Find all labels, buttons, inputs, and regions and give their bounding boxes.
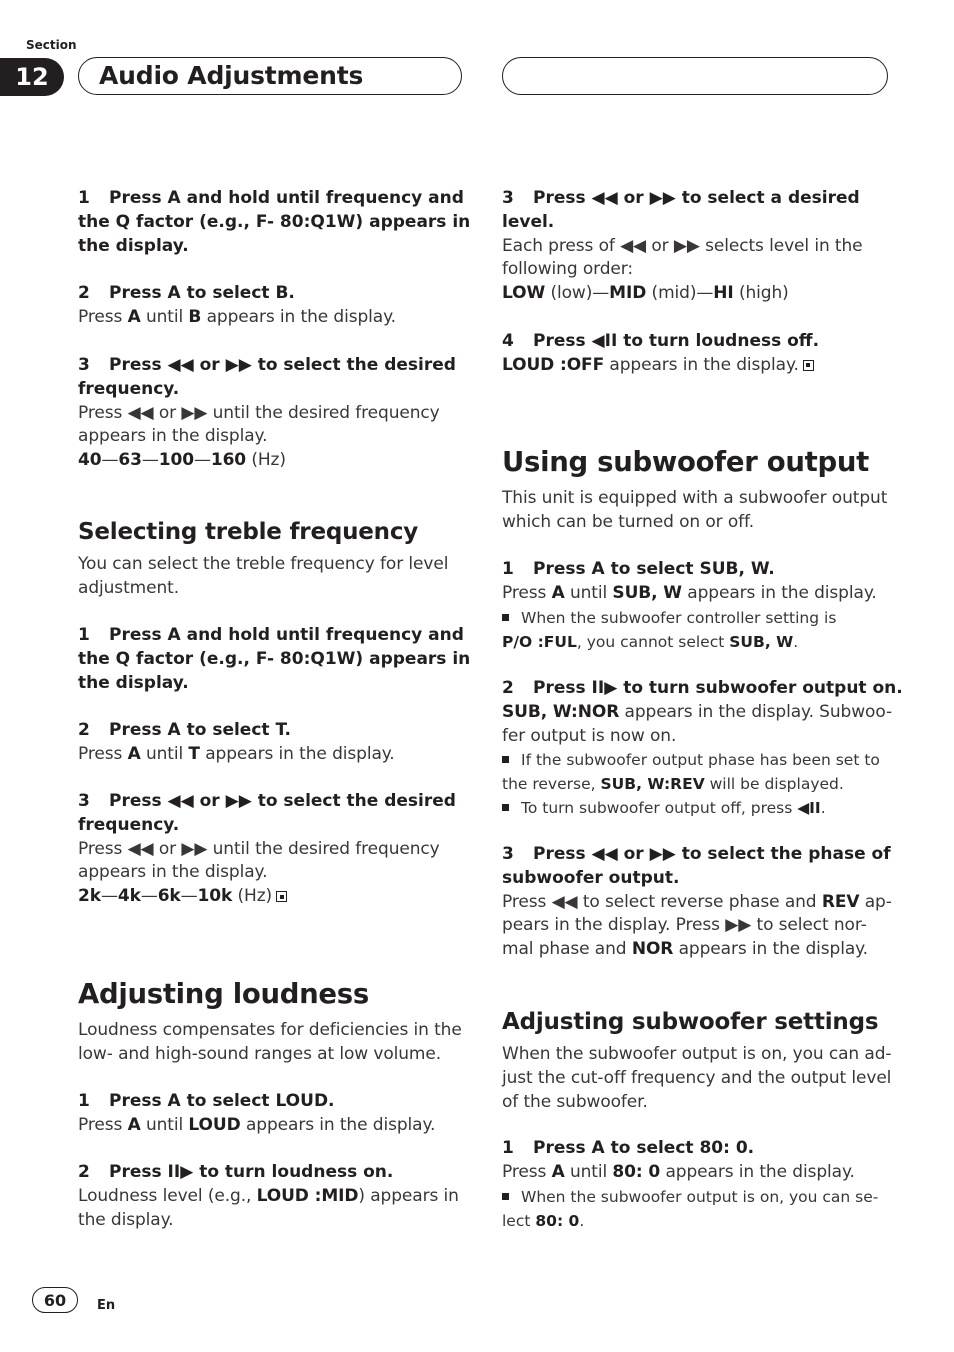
subwoofer-step-2: 2 Press II▶ to turn subwoofer output on. SUB, W:NOR appears in the display. Subwoo- fer output is now on. If the subwoofer output phase has been set to the reverse, SUB, W:REV will be displayed. To turn subwoofer output off, press ◀II.	[502, 678, 903, 818]
section-number-badge: 12	[0, 58, 64, 96]
frequency-values-treble: 2k—4k—6k—10k (Hz)	[78, 885, 466, 909]
loudness-step-2: 2 Press II▶ to turn loudness on. Loudness level (e.g., LOUD :MID) appears in the display.	[78, 1162, 459, 1230]
next-icon: ▶▶	[225, 355, 252, 375]
loudness-step-3: 3 Press ◀◀ or ▶▶ to select a desired level. Each press of ◀◀ or ▶▶ selects level in the following order: LOW (low)—MID (mid)—HI (high)	[502, 187, 890, 306]
subwoofer-settings-step-1: 1 Press A to select 80: 0. Press A until 80: 0 appears in the display. When the subwoofer output is on, you can se- lect 80: 0.	[502, 1138, 879, 1230]
bullet-icon	[502, 1193, 509, 1200]
end-mark-icon	[803, 360, 814, 371]
prev-icon: ◀◀	[167, 791, 194, 811]
end-mark-icon	[276, 891, 287, 902]
language-label: En	[97, 1298, 116, 1313]
prev-icon: ◀◀	[167, 355, 194, 375]
prev-icon: ◀◀	[551, 891, 578, 912]
play-pause-back-icon: ◀II	[797, 799, 821, 818]
loudness-step-1: 1 Press A to select LOUD. Press A until LOUD appears in the display.	[78, 1091, 436, 1135]
page-number: 60	[32, 1287, 78, 1313]
prev-icon: ◀◀	[127, 838, 154, 859]
loudness-heading: Adjusting loudness	[78, 978, 369, 1010]
subwoofer-step-1: 1 Press A to select SUB, W. Press A until SUB, W appears in the display. When the subwoofer controller setting is P/O :FUL, you cannot select SUB, W.	[502, 559, 877, 651]
next-icon: ▶▶	[225, 791, 252, 811]
section-title: Audio Adjustments	[99, 61, 364, 90]
play-pause-back-icon: ◀II	[591, 331, 618, 351]
next-icon: ▶▶	[649, 844, 676, 864]
loudness-intro: Loudness compensates for deficiencies in the low- and high-sound ranges at low volume.	[78, 1020, 462, 1064]
treble-step-1: 1 Press A and hold until frequency and the Q factor (e.g., F- 80:Q1W) appears in the display.	[78, 625, 471, 693]
next-icon: ▶▶	[673, 235, 700, 256]
treble-heading: Selecting treble frequency	[78, 519, 419, 545]
next-icon: ▶▶	[649, 188, 676, 208]
subwoofer-settings-heading: Adjusting subwoofer settings	[502, 1009, 879, 1035]
prev-icon: ◀◀	[620, 235, 647, 256]
bullet-icon	[502, 804, 509, 811]
prev-icon: ◀◀	[127, 402, 154, 423]
subwoofer-settings-intro: When the subwoofer output is on, you can ad- just the cut-off frequency and the output level of the subwoofer.	[502, 1044, 892, 1112]
bass-step-1: 1 Press A and hold until frequency and the Q factor (e.g., F- 80:Q1W) appears in the display.	[78, 188, 471, 256]
bass-step-3: 3 Press ◀◀ or ▶▶ to select the desired frequency. Press ◀◀ or ▶▶ until the desired frequency appears in the display. 40—63—100—160 (Hz)	[78, 354, 466, 473]
prev-icon: ◀◀	[591, 188, 618, 208]
bullet-icon	[502, 756, 509, 763]
next-icon: ▶▶	[725, 915, 752, 936]
pause-play-icon: II▶	[167, 1162, 194, 1182]
header-empty-frame	[502, 57, 888, 95]
loudness-levels: LOW (low)—MID (mid)—HI (high)	[502, 283, 789, 304]
subwoofer-step-3: 3 Press ◀◀ or ▶▶ to select the phase of subwoofer output. Press ◀◀ to select reverse phase and REV ap- pears in the display. Press ▶▶ to select nor- mal phase and NOR appears in the display.	[502, 844, 892, 960]
frequency-values-bass: 40—63—100—160 (Hz)	[78, 450, 286, 471]
prev-icon: ◀◀	[591, 844, 618, 864]
subwoofer-intro: This unit is equipped with a subwoofer output which can be turned on or off.	[502, 488, 888, 532]
next-icon: ▶▶	[181, 838, 208, 859]
treble-step-3: 3 Press ◀◀ or ▶▶ to select the desired frequency. Press ◀◀ or ▶▶ until the desired frequency appears in the display. 2k—4k—6k—10k (Hz)	[78, 790, 466, 909]
subwoofer-heading: Using subwoofer output	[502, 446, 869, 478]
section-label: Section	[26, 38, 77, 52]
treble-intro: You can select the treble frequency for level adjustment.	[78, 554, 449, 598]
bass-step-2: 2 Press A to select B. Press A until B appears in the display.	[78, 283, 396, 327]
treble-step-2: 2 Press A to select T. Press A until T appears in the display.	[78, 720, 395, 764]
next-icon: ▶▶	[181, 402, 208, 423]
pause-play-icon: II▶	[591, 678, 618, 698]
section-title-frame	[78, 57, 462, 95]
loudness-step-4: 4 Press ◀II to turn loudness off. LOUD :OFF appears in the display.	[502, 331, 820, 375]
bullet-icon	[502, 614, 509, 621]
